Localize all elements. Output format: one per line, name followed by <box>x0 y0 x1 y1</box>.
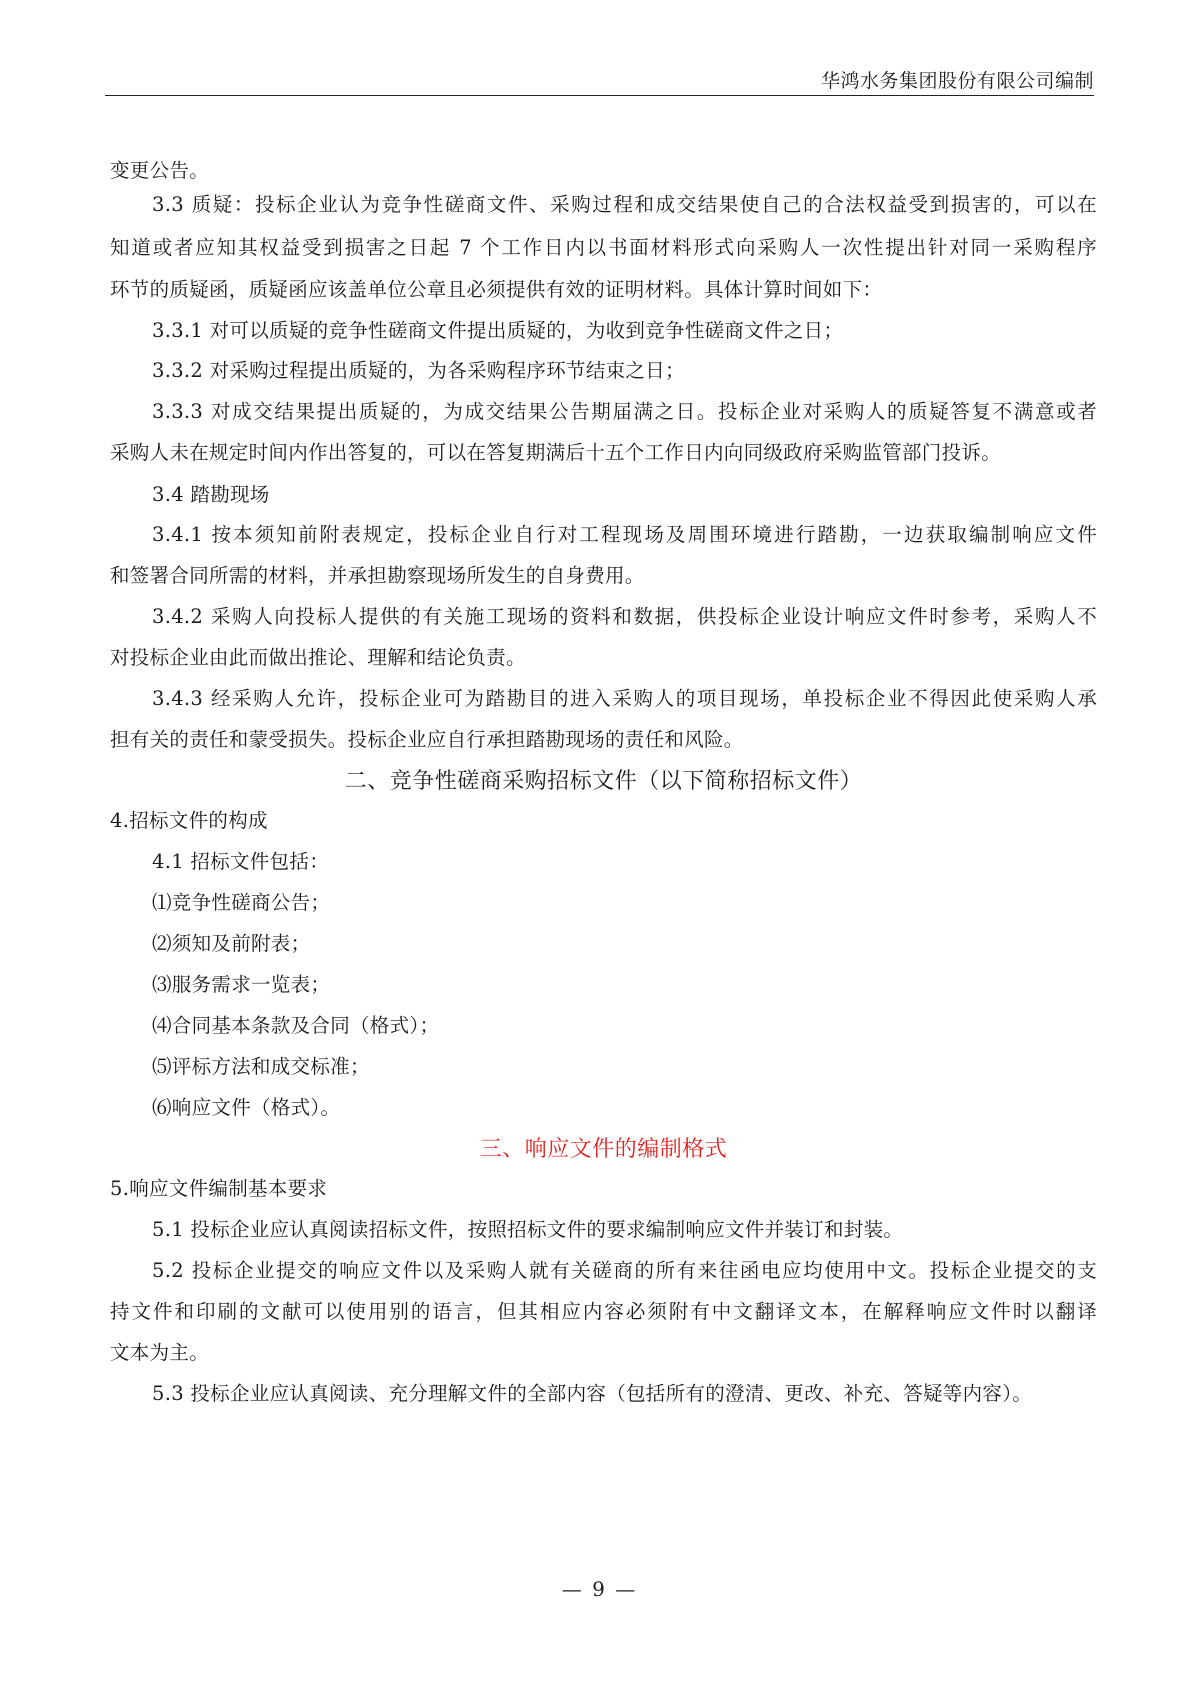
paragraph-line: 环节的质疑函，质疑函应该盖单位公章且必须提供有效的证明材料。具体计算时间如下： <box>110 278 883 301</box>
paragraph-line: 文本为主。 <box>110 1341 210 1364</box>
paragraph-line: 3.3.2 对采购过程提出质疑的，为各采购程序环节结束之日； <box>152 359 685 382</box>
paragraph-line: 采购人未在规定时间内作出答复的，可以在答复期满后十五个工作日内向同级政府采购监管部门投诉。 <box>110 441 1002 464</box>
list-item: ⑵须知及前附表； <box>152 932 311 955</box>
paragraph-line: 5.1 投标企业应认真阅读招标文件，按照招标文件的要求编制响应文件并装订和封装。 <box>152 1218 904 1241</box>
paragraph-line: 5.3 投标企业应认真阅读、充分理解文件的全部内容（包括所有的澄清、更改、补充、答疑等内容）。 <box>152 1382 1033 1405</box>
paragraph-line: 对投标企业由此而做出推论、理解和结论负责。 <box>110 646 526 669</box>
list-item: ⑶服务需求一览表； <box>152 973 331 996</box>
page-number: — 9 — <box>561 1577 638 1601</box>
section-heading-3: 三、响应文件的编制格式 <box>479 1137 728 1162</box>
paragraph-line: 3.3.1 对可以质疑的竞争性磋商文件提出质疑的，为收到竞争性磋商文件之日； <box>152 319 844 342</box>
header-org-name: 华鸿水务集团股份有限公司编制 <box>820 70 1094 92</box>
paragraph-line: 3.4.2 采购人向投标人提供的有关施工现场的资料和数据，供投标企业设计响应文件时参考，采购人不 <box>152 605 1097 628</box>
paragraph-line: 和签署合同所需的材料，并承担勘察现场所发生的自身费用。 <box>110 564 645 587</box>
paragraph-line: 持文件和印刷的文献可以使用别的语言，但其相应内容必须附有中文翻译文本，在解释响应文件时以翻译 <box>110 1300 1097 1323</box>
list-item: ⑴竞争性磋商公告； <box>152 891 331 914</box>
list-item: ⑷合同基本条款及合同（格式）； <box>152 1014 440 1037</box>
paragraph-line: 担有关的责任和蒙受损失。投标企业应自行承担踏勘现场的责任和风险。 <box>110 728 744 751</box>
section-heading-2: 二、竞争性磋商采购招标文件（以下简称招标文件） <box>344 769 863 794</box>
paragraph-line: 4.招标文件的构成 <box>110 809 268 832</box>
paragraph-line: 3.4.1 按本须知前附表规定，投标企业自行对工程现场及周围环境进行踏勘，一边获取编制响应文件 <box>152 523 1097 546</box>
paragraph-line: 3.3 质疑：投标企业认为竞争性磋商文件、采购过程和成交结果使自己的合法权益受到损害的，可以在 <box>152 193 1097 216</box>
paragraph-line: 变更公告。 <box>110 159 210 182</box>
paragraph-line: 5.2 投标企业提交的响应文件以及采购人就有关磋商的所有来往函电应均使用中文。投标企业提交的支 <box>152 1259 1097 1282</box>
paragraph-line: 3.4.3 经采购人允许，投标企业可为踏勘目的进入采购人的项目现场，单投标企业不得因此使采购人承 <box>152 687 1097 710</box>
paragraph-line: 4.1 招标文件包括： <box>152 850 330 873</box>
list-item: ⑸评标方法和成交标准； <box>152 1055 370 1078</box>
paragraph-line: 知道或者应知其权益受到损害之日起 7 个工作日内以书面材料形式向采购人一次性提出针对同一采购程序 <box>110 236 1097 259</box>
paragraph-line: 5.响应文件编制基本要求 <box>110 1177 328 1200</box>
header-rule <box>105 95 1094 96</box>
paragraph-line: 3.4 踏勘现场 <box>152 483 270 506</box>
paragraph-line: 3.3.3 对成交结果提出质疑的，为成交结果公告期届满之日。投标企业对采购人的质疑答复不满意或者 <box>152 400 1097 423</box>
list-item: ⑹响应文件（格式）。 <box>152 1096 341 1119</box>
